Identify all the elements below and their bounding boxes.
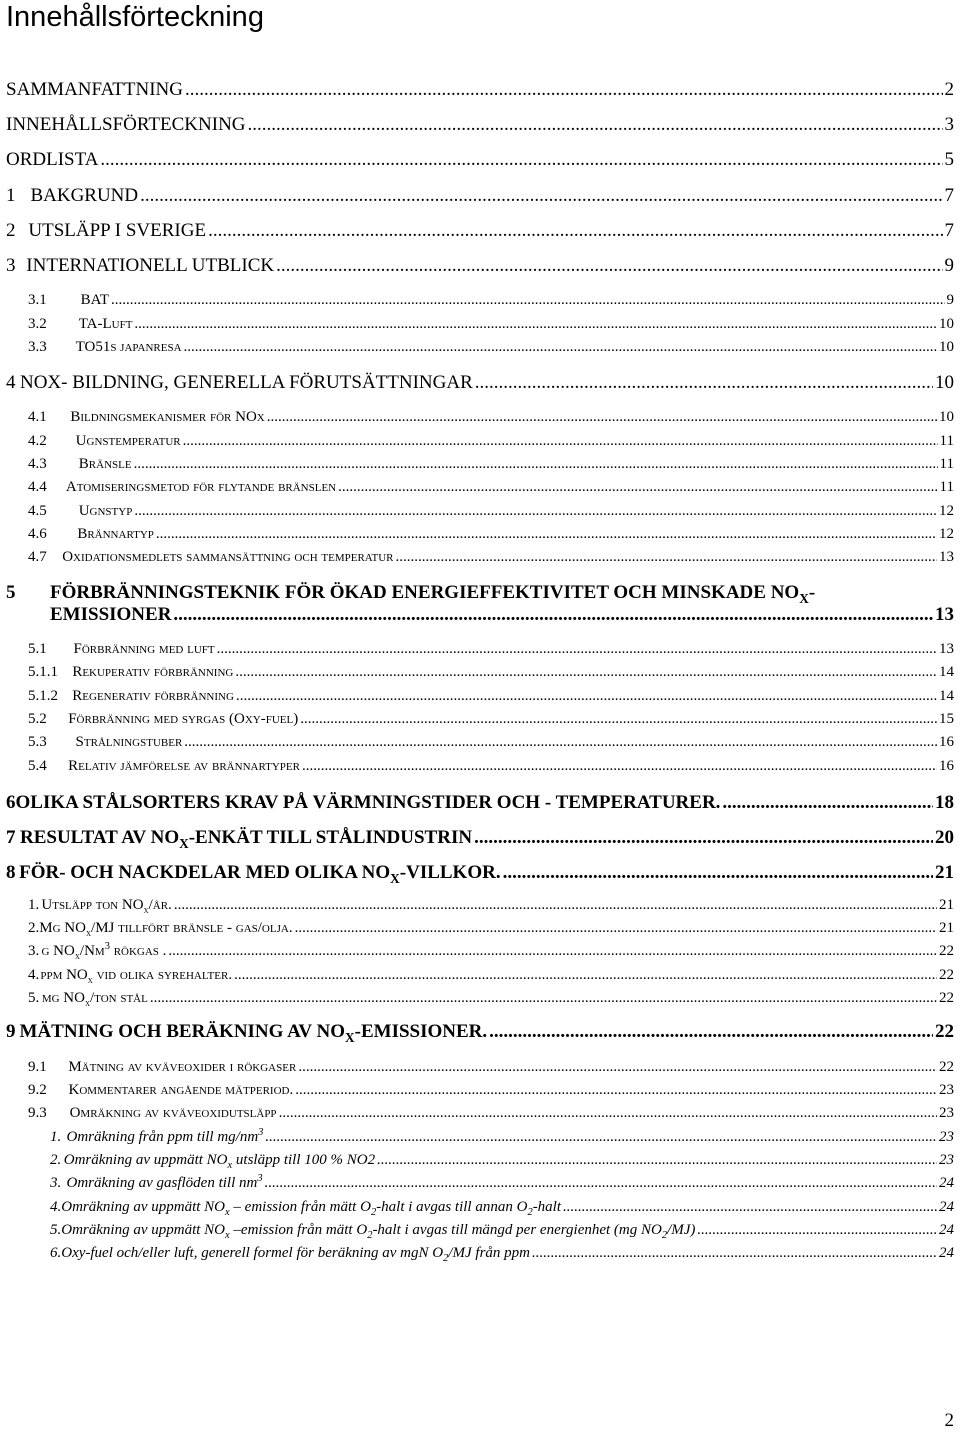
leader-dots: [184, 733, 937, 751]
toc-entry-page: 24: [939, 1222, 954, 1238]
toc-entry-number: 9: [6, 1021, 16, 1042]
toc-entry-label: MÄTNING OCH BERÄKNING AV $NO_X$-EMISSIONER.: [19, 1021, 488, 1045]
toc-entry-number: 4.7: [28, 549, 47, 565]
toc-entry-label: Omräkning av kväveoxidutsläpp: [69, 1105, 277, 1121]
toc-entry-9-3-1[interactable]: [0, 1128, 960, 1146]
toc-entry-label: Rekuperativ förbränning: [72, 664, 234, 680]
toc-entry-number: 3.3: [28, 339, 47, 355]
toc-entry-4[interactable]: [0, 372, 960, 394]
toc-entry-label: ORDLISTA: [6, 149, 99, 170]
toc-entry-4-7[interactable]: [0, 548, 960, 566]
toc-entry-page: 16: [939, 758, 954, 774]
toc-entry-page: 24: [939, 1199, 954, 1215]
toc-entry-label: Utsläpp ton $NO_x/år$.: [41, 897, 172, 916]
toc-entry-page: 9: [946, 292, 954, 308]
toc-entry-number: 6.: [50, 1245, 62, 1261]
toc-entry-number: 3.2: [28, 316, 47, 332]
toc-entry-label: Strålningstuber: [75, 734, 183, 750]
toc-entry-page: 21: [939, 920, 954, 936]
toc-entry-label: g $NO_x/Nm^3$ rökgas .: [41, 941, 167, 962]
toc-entry-9-1[interactable]: [0, 1058, 960, 1076]
leader-dots: [173, 604, 933, 626]
leader-dots: [396, 548, 937, 566]
toc-entry-page: 23: [939, 1082, 954, 1098]
toc-entry-number: 3: [6, 255, 16, 276]
toc-entry-number: 1: [6, 185, 16, 206]
toc-entry-page: 5: [944, 149, 954, 170]
toc-entry-number: 3.1: [28, 292, 47, 308]
toc-entry-label: Mg $NO_x/MJ$ tillfört bränsle - gas/olja.: [39, 920, 293, 939]
toc-entry-number: 2: [6, 220, 16, 241]
toc-entry-label: UTSLÄPP I SVERIGE: [28, 220, 207, 241]
leader-dots: [235, 663, 937, 681]
leader-dots: [140, 185, 942, 207]
toc-entry-9[interactable]: [0, 1021, 960, 1043]
toc-entry-label: NOX- BILDNING, GENERELLA FÖRUTSÄTTNINGAR: [19, 372, 473, 393]
leader-dots: [183, 432, 938, 450]
leader-dots: [475, 372, 933, 394]
toc-entry-5-4[interactable]: [0, 757, 960, 775]
toc-entry-8-5[interactable]: [0, 989, 960, 1007]
toc-entry-9-3-5[interactable]: [0, 1221, 960, 1239]
toc-entry-3-1[interactable]: [0, 291, 960, 309]
leader-dots: [489, 1021, 933, 1043]
toc-entry-label: Brännartyp: [77, 526, 154, 542]
toc-entry-5-3[interactable]: [0, 733, 960, 751]
leader-dots: [234, 966, 937, 984]
toc-entry-label: SAMMANFATTNING: [6, 79, 183, 100]
toc-entry-label: Oxidationsmedlets sammansättning och temperatur: [62, 549, 394, 565]
toc-entry-page: 23: [939, 1105, 954, 1121]
toc-entry-8-2[interactable]: [0, 919, 960, 937]
toc-entry-label: Omräkning av gasflöden till $nm^3$: [66, 1173, 263, 1191]
toc-entry-label: mg $NO_x$/ton stål: [41, 990, 148, 1009]
leader-dots: [100, 149, 942, 171]
toc-entry-page: 13: [939, 549, 954, 565]
leader-dots: [295, 1081, 937, 1099]
toc-entry-8-3[interactable]: [0, 942, 960, 960]
toc-entry-number: 4.5: [28, 503, 47, 519]
toc-entry-label: EMISSIONER: [50, 604, 172, 625]
toc-entry-number: 5.1.2: [28, 688, 58, 704]
toc-entry-6[interactable]: [0, 792, 960, 814]
toc-entry-page: 23: [939, 1152, 954, 1168]
leader-dots: [168, 942, 937, 960]
toc-entry-page: 22: [935, 1021, 954, 1042]
toc-entry-number: 5.1: [28, 641, 47, 657]
toc-entry-number: 4.6: [28, 526, 47, 542]
leader-dots: [134, 502, 937, 520]
toc-entry-3-3[interactable]: [0, 338, 960, 356]
leader-dots: [208, 220, 942, 242]
toc-entry-number: 5.2: [28, 711, 47, 727]
toc-entry-number: 5.3: [28, 734, 47, 750]
toc-entry-label: BAT: [80, 292, 109, 308]
toc-entry-number: 5: [6, 582, 16, 603]
toc-entry-page: 21: [935, 862, 954, 883]
leader-dots: [503, 862, 933, 884]
toc-entry-page: 22: [939, 967, 954, 983]
toc-entry-number: 7: [6, 827, 16, 848]
toc-entry-5-1[interactable]: [0, 640, 960, 658]
toc-entry-sammanfattning[interactable]: [0, 79, 960, 101]
toc-entry-5[interactable]: [0, 582, 960, 604]
toc-entry-number: 1.: [28, 897, 40, 913]
toc-entry-page: 24: [939, 1245, 954, 1261]
toc-entry-8[interactable]: [0, 862, 960, 884]
toc-entry-number: 5.: [50, 1222, 62, 1238]
toc-entry-label: Relativ jämförelse av brännartyper: [68, 758, 300, 774]
toc-entry-page: 10: [935, 372, 954, 393]
toc-entry-label: Oxy-fuel och/eller luft, generell formel för beräkning av mgN $O_2/MJ$ från ppm: [61, 1245, 531, 1264]
toc-entry-page: 14: [939, 688, 954, 704]
toc-entry-4-2[interactable]: [0, 432, 960, 450]
leader-dots: [295, 919, 937, 937]
toc-entry-page: 10: [939, 339, 954, 355]
toc-entry-4-3[interactable]: [0, 455, 960, 473]
leader-dots: [697, 1221, 937, 1239]
toc-entry-page: 22: [939, 990, 954, 1006]
toc-entry-innehallsforteckning[interactable]: [0, 114, 960, 136]
toc-entry-label: Omräkning av uppmätt $NO_x$ –emission från mätt $O_2$-halt i avgas till mängd per energienhet (mg $NO_2/MJ$): [61, 1222, 696, 1241]
leader-dots: [111, 291, 945, 309]
leader-dots: [377, 1151, 937, 1169]
toc-entry-3-2[interactable]: [0, 315, 960, 333]
toc-entry-label: FÖR- OCH NACKDELAR MED OLIKA $NO_X$-VILLKOR.: [19, 862, 501, 886]
leader-dots: [156, 525, 937, 543]
leader-dots: [276, 255, 942, 277]
leader-dots: [217, 640, 937, 658]
page-number: 2: [944, 1410, 954, 1431]
leader-dots: [279, 1104, 937, 1122]
toc-entry-1[interactable]: [0, 185, 960, 207]
toc-entry-number: 4.2: [28, 433, 47, 449]
toc-entry-number: 2.: [28, 920, 40, 936]
leader-dots: [184, 338, 937, 356]
leader-dots: [134, 315, 937, 333]
toc-entry-9-3-3[interactable]: [0, 1174, 960, 1192]
toc-entry-number: 4: [6, 372, 16, 393]
leader-dots: [563, 1198, 937, 1216]
toc-entry-page: 7: [944, 185, 954, 206]
toc-entry-4-6[interactable]: [0, 525, 960, 543]
leader-dots: [248, 114, 943, 136]
toc-entry-label: Omräkning från ppm till $mg/nm^3$: [66, 1127, 264, 1145]
toc-entry-page: 3: [944, 114, 954, 135]
toc-entry-number: 5.: [28, 990, 40, 1006]
toc-entry-label: Bränsle: [78, 456, 132, 472]
toc-entry-number: 4.3: [28, 456, 47, 472]
toc-entry-ordlista[interactable]: [0, 149, 960, 171]
leader-dots: [302, 757, 937, 775]
toc-entry-number: 4.4: [28, 479, 47, 495]
leader-dots: [300, 710, 937, 728]
toc-entry-7[interactable]: [0, 827, 960, 849]
leader-dots: [134, 455, 938, 473]
toc-entry-page: 13: [939, 641, 954, 657]
toc-entry-number: 4.1: [28, 409, 47, 425]
leader-dots: [150, 989, 937, 1007]
toc-entry-page: 11: [939, 433, 954, 449]
leader-dots: [185, 79, 943, 101]
toc-entry-9-2[interactable]: [0, 1081, 960, 1099]
toc-entry-label: INNEHÅLLSFÖRTECKNING: [6, 114, 246, 135]
leader-dots: [174, 896, 937, 914]
leader-dots: [474, 827, 933, 849]
toc-entry-number: 5.1.1: [28, 664, 58, 680]
toc-entry-label: RESULTAT AV $NO_X$-ENKÄT TILL STÅLINDUSTRIN: [19, 827, 473, 851]
toc-entry-page: 11: [939, 456, 954, 472]
toc-entry-number: 3.: [28, 943, 40, 959]
toc-entry-label: BAKGRUND: [30, 185, 139, 206]
toc-entry-number: 4.: [28, 967, 40, 983]
toc-entry-number: 9.3: [28, 1105, 47, 1121]
toc-entry-label: Atomiseringsmetod för flytande bränslen: [65, 479, 337, 495]
toc-entry-label: Förbränning med syrgas (Oxy-fuel): [68, 711, 299, 727]
toc-entry-page: 10: [939, 409, 954, 425]
toc-entry-label: TO51s japanresa: [75, 339, 182, 355]
toc-entry-page: 20: [935, 827, 954, 848]
toc-entry-label: Bildningsmekanismer för NOx: [70, 409, 265, 425]
toc-entry-number: 8: [6, 862, 16, 883]
leader-dots: [265, 1128, 937, 1146]
toc-entry-page: 15: [939, 711, 954, 727]
toc-entry-3[interactable]: [0, 255, 960, 277]
toc-entry-8-1[interactable]: [0, 896, 960, 914]
toc-entry-label: Regenerativ förbränning: [72, 688, 234, 704]
toc-entry-page: 18: [935, 792, 954, 813]
toc-entry-4-5[interactable]: [0, 502, 960, 520]
toc-entry-page: 12: [939, 503, 954, 519]
toc-entry-9-3-6[interactable]: [0, 1244, 960, 1262]
toc-entry-page: 9: [944, 255, 954, 276]
toc-entry-9-3-2[interactable]: [0, 1151, 960, 1169]
leader-dots: [532, 1244, 937, 1262]
leader-dots: [265, 1174, 937, 1192]
toc-entry-label: INTERNATIONELL UTBLICK: [26, 255, 275, 276]
toc-entry-number: 2.: [50, 1152, 62, 1168]
toc-entry-page: 7: [944, 220, 954, 241]
toc-entry-page: 10: [939, 316, 954, 332]
leader-dots: [236, 687, 937, 705]
toc-entry-page: 12: [939, 526, 954, 542]
toc-entry-number: 9.2: [28, 1082, 47, 1098]
toc-entry-label: Ugnstemperatur: [75, 433, 181, 449]
toc-entry-page: 23: [939, 1129, 954, 1145]
toc-entry-5-2[interactable]: [0, 710, 960, 728]
toc-entry-9-3[interactable]: [0, 1104, 960, 1122]
toc-entry-8-4[interactable]: [0, 966, 960, 984]
toc-entry-number: 1.: [50, 1129, 62, 1145]
toc-entry-number: 4.: [50, 1199, 62, 1215]
toc-entry-number: 3.: [50, 1175, 62, 1191]
toc-entry-label: Mätning av kväveoxider i rökgaser: [68, 1059, 297, 1075]
leader-dots: [298, 1058, 937, 1076]
toc-entry-4-4[interactable]: [0, 478, 960, 496]
toc-entry-number: 5.4: [28, 758, 47, 774]
toc-entry-page: 11: [939, 479, 954, 495]
toc-entry-label: Omräkning av uppmätt $NO_x$ utsläpp till 100 % NO2: [63, 1152, 376, 1171]
toc-entry-2[interactable]: [0, 220, 960, 242]
leader-dots: [267, 408, 937, 426]
toc-heading: Innehållsförteckning: [6, 1, 264, 33]
toc-entry-label: FÖRBRÄNNINGSTEKNIK FÖR ÖKAD ENERGIEFFEKTIVITET OCH MINSKADE $NO_X-$: [50, 582, 816, 606]
toc-entry-9-3-4[interactable]: [0, 1198, 960, 1216]
toc-entry-label: Förbränning med luft: [73, 641, 215, 657]
toc-entry-page: 13: [935, 604, 954, 625]
toc-entry-5-cont[interactable]: [0, 604, 960, 626]
toc-entry-label: Omräkning av uppmätt $NO_x$ – emission från mätt $O_2$-halt i avgas till annan $O_2$-halt: [61, 1199, 562, 1218]
toc-entry-label: Kommentarer angående mätperiod.: [68, 1082, 294, 1098]
leader-dots: [722, 792, 933, 814]
leader-dots: [338, 478, 937, 496]
toc-entry-label: OLIKA STÅLSORTERS KRAV PÅ VÄRMNINGSTIDER OCH - TEMPERATURER.: [15, 792, 721, 813]
toc-entry-page: 21: [939, 897, 954, 913]
toc-entry-label: TA-Luft: [78, 316, 133, 332]
toc-entry-5-1-1[interactable]: [0, 663, 960, 681]
toc-entry-page: 16: [939, 734, 954, 750]
toc-entry-5-1-2[interactable]: [0, 687, 960, 705]
toc-entry-label: Ugnstyp: [78, 503, 133, 519]
toc-entry-label: ppm $NO_x$ vid olika syrehalter.: [40, 967, 233, 986]
toc-entry-page: 24: [939, 1175, 954, 1191]
toc-entry-page: 22: [939, 943, 954, 959]
toc-entry-number: 9.1: [28, 1059, 47, 1075]
toc-entry-page: 2: [944, 79, 954, 100]
toc-entry-number: 6: [6, 792, 16, 813]
toc-entry-4-1[interactable]: [0, 408, 960, 426]
toc-entry-page: 22: [939, 1059, 954, 1075]
toc-entry-page: 14: [939, 664, 954, 680]
